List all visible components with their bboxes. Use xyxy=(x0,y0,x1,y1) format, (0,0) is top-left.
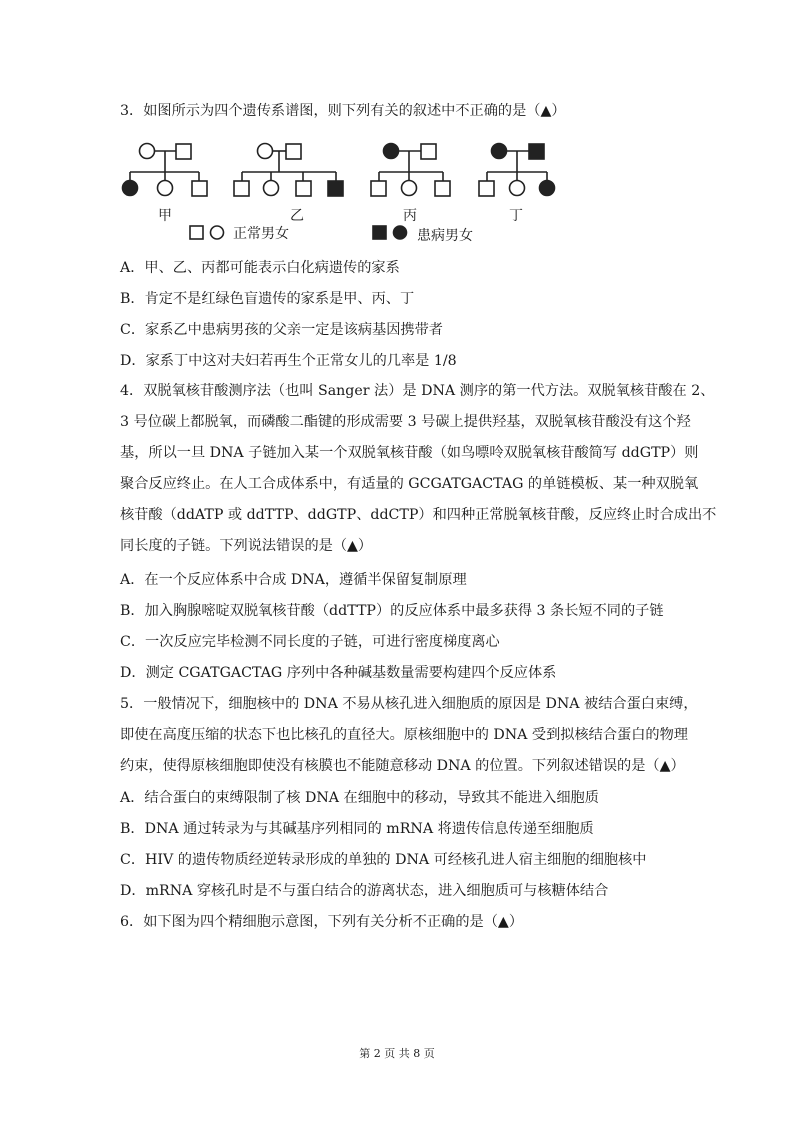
jia-father xyxy=(176,144,191,159)
q5-option-b: B．DNA 通过转录为与其碱基序列相同的 mRNA 将遗传信息传递至细胞质 xyxy=(120,821,594,837)
q5-option-d: D．mRNA 穿核孔时是不与蛋白结合的游离状态，进入细胞质可与核糖体结合 xyxy=(120,883,609,899)
q5-stem-line: 5．一般情况下，细胞核中的 DNA 不易从核孔进入细胞质的原因是 DNA 被结合蛋白束缚， xyxy=(120,696,698,712)
family-label-yi: 乙 xyxy=(290,208,304,224)
q6-stem: 6．如下图为四个精细胞示意图，下列有关分析不正确的是（▲） xyxy=(120,914,524,930)
yi-daughter xyxy=(264,181,279,196)
bing-son-1 xyxy=(371,181,386,196)
family-label-ding: 丁 xyxy=(509,208,523,224)
q5-stem-line: 约束，使得原核细胞即使没有核膜也不能随意移动 DNA 的位置。下列叙述错误的是（▲） xyxy=(120,758,685,774)
q4-stem-line: 3 号位碳上都脱氧，而磷酸二酯键的形成需要 3 号碳上提供羟基，双脱氧核苷酸没有这个羟 xyxy=(120,414,691,430)
q4-stem-line: 核苷酸（ddATP 或 ddTTP、ddGTP、ddCTP）和四种正常脱氧核苷酸，反应终止时合成出不 xyxy=(120,507,717,523)
q4-stem-line: 聚合反应终止。在人工合成体系中，有适量的 GCGATGACTAG 的单链模板、某一种双脱氧 xyxy=(120,476,699,492)
yi-son-2 xyxy=(296,181,311,196)
ding-affected-father xyxy=(529,144,544,159)
legend-affected-label: 患病男女 xyxy=(417,228,473,244)
q4-option-d: D．测定 CGATGACTAG 序列中各种碱基数量需要构建四个反应体系 xyxy=(120,665,557,681)
q3-option-a: A．甲、乙、丙都可能表示白化病遗传的家系 xyxy=(120,260,400,276)
bing-son-2 xyxy=(435,181,450,196)
bing-father xyxy=(421,144,436,159)
yi-affected-son xyxy=(328,181,343,196)
pedigree-diagram xyxy=(115,130,575,248)
legend-normal-female xyxy=(211,226,224,239)
jia-son xyxy=(192,181,207,196)
legend-affected-male xyxy=(373,226,386,239)
q4-stem-line: 基，所以一旦 DNA 子链加入某一个双脱氧核苷酸（如鸟嘌呤双脱氧核苷酸简写 ddGTP）则 xyxy=(120,445,699,461)
family-yi xyxy=(234,144,343,197)
yi-mother xyxy=(258,144,273,159)
bing-daughter xyxy=(402,181,417,196)
q5-stem xyxy=(120,689,698,782)
family-ding xyxy=(479,144,555,197)
q4-option-a: A．在一个反应体系中合成 DNA，遵循半保留复制原理 xyxy=(120,572,467,588)
family-bing xyxy=(371,144,450,197)
ding-daughter xyxy=(510,181,525,196)
q3-stem: 3．如图所示为四个遗传系谱图，则下列有关的叙述中不正确的是（▲） xyxy=(120,103,566,119)
legend-normal-label: 正常男女 xyxy=(233,226,289,242)
q5-stem-line: 即使在高度压缩的状态下也比核孔的直径大。原核细胞中的 DNA 受到拟核结合蛋白的物理 xyxy=(120,727,688,743)
q4-stem xyxy=(120,376,717,562)
q4-option-c: C．一次反应完毕检测不同长度的子链，可进行密度梯度离心 xyxy=(120,634,500,650)
jia-affected-daughter xyxy=(123,181,138,196)
family-label-bing: 丙 xyxy=(403,208,417,224)
q3-option-c: C．家系乙中患病男孩的父亲一定是该病基因携带者 xyxy=(120,322,443,338)
jia-mother xyxy=(140,144,155,159)
page-footer: 第 2 页 共 8 页 xyxy=(359,1047,435,1060)
q3-option-b: B．肯定不是红绿色盲遗传的家系是甲、丙、丁 xyxy=(120,291,415,307)
q5-option-c: C．HIV 的遗传物质经逆转录形成的单独的 DNA 可经核孔进人宿主细胞的细胞核中 xyxy=(120,852,647,868)
family-jia xyxy=(123,144,208,197)
legend-affected-female xyxy=(394,226,407,239)
jia-daughter xyxy=(158,181,173,196)
q4-option-b: B．加入胸腺嘧啶双脱氧核苷酸（ddTTP）的反应体系中最多获得 3 条长短不同的子链 xyxy=(120,603,664,619)
ding-son xyxy=(479,181,494,196)
ding-affected-mother xyxy=(492,144,507,159)
q5-option-a: A．结合蛋白的束缚限制了核 DNA 在细胞中的移动，导致其不能进入细胞质 xyxy=(120,790,599,806)
ding-affected-daughter xyxy=(540,181,555,196)
q3-option-d: D．家系丁中这对夫妇若再生个正常女儿的几率是 1/8 xyxy=(120,353,457,369)
q4-stem-line: 4．双脱氧核苷酸测序法（也叫 Sanger 法）是 DNA 测序的第一代方法。双脱氧核苷酸在 2、 xyxy=(120,383,715,399)
q4-stem-line: 同长度的子链。下列说法错误的是（▲） xyxy=(120,538,373,554)
family-label-jia: 甲 xyxy=(158,208,172,224)
bing-affected-mother xyxy=(384,144,399,159)
yi-father xyxy=(286,144,301,159)
legend-normal-male xyxy=(190,226,203,239)
yi-son-1 xyxy=(234,181,249,196)
